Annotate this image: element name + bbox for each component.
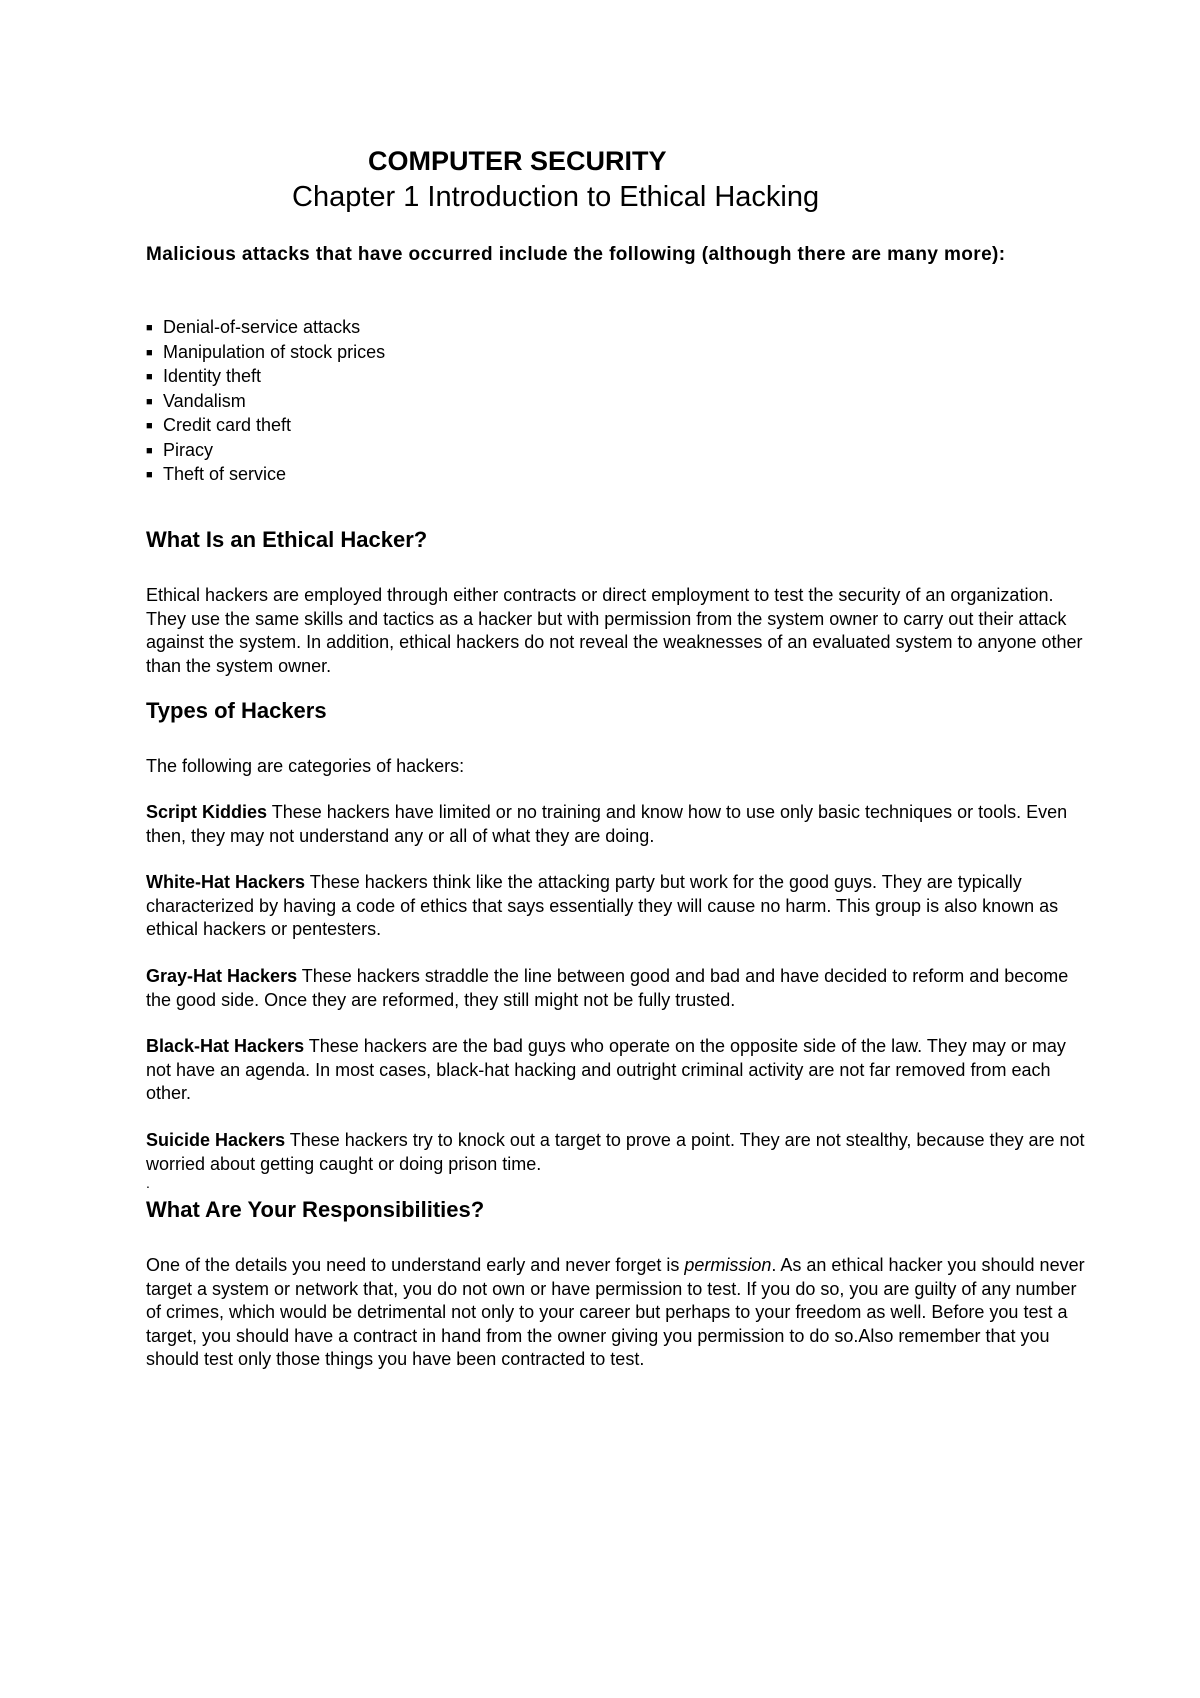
attacks-list xyxy=(146,316,385,488)
permission-emphasis: permission xyxy=(684,1255,772,1275)
stray-period: . xyxy=(146,1175,150,1191)
hacker-type-desc: These hackers have limited or no training and know how to use only basic techniques or tools. Even then, they may not understand any or all of what they are doing. xyxy=(146,802,1068,846)
list-item: ■ Denial-of-service attacks xyxy=(146,316,385,341)
hacker-type-name: White-Hat Hackers xyxy=(146,872,306,892)
responsibilities-text-start: One of the details you need to understand early and never forget is xyxy=(146,1255,685,1275)
hacker-type-name: Gray-Hat Hackers xyxy=(146,966,298,986)
list-item: ■ Theft of service xyxy=(146,463,385,488)
types-intro: The following are categories of hackers: xyxy=(146,756,465,776)
document-title: COMPUTER SECURITY xyxy=(368,146,667,176)
ethical-hacker-paragraph: Ethical hackers are employed through either contracts or direct employment to test the security of an organization. They use the same skills and tactics as a hacker but with permission from the system owner to carry out their attack against the system. In addition, ethical hackers do not reveal the weaknesses of an evaluated system to anyone other than the system owner. xyxy=(146,585,1083,676)
hacker-type-black-hat xyxy=(146,1035,1086,1106)
hacker-type-white-hat xyxy=(146,871,1086,942)
hacker-type-gray-hat xyxy=(146,965,1086,1012)
list-item: ■ Manipulation of stock prices xyxy=(146,341,385,366)
hacker-type-desc: These hackers think like the attacking party but work for the good guys. They are typically characterized by having a code of ethics that says essentially they will cause no harm. This group is also known as ethical hackers or pentesters. xyxy=(146,872,1059,939)
list-item: ■ Identity theft xyxy=(146,365,385,390)
hacker-type-name: Suicide Hackers xyxy=(146,1130,286,1150)
hacker-type-name: Script Kiddies xyxy=(146,802,268,822)
section-heading-responsibilities: What Are Your Responsibilities? xyxy=(146,1197,485,1222)
list-item: ■ Vandalism xyxy=(146,390,385,415)
section-heading-types: Types of Hackers xyxy=(146,698,327,723)
hacker-type-suicide xyxy=(146,1129,1086,1176)
responsibilities-paragraph xyxy=(146,1254,1086,1372)
hacker-type-desc: These hackers try to knock out a target to prove a point. They are not stealthy, because they are not worried about getting caught or doing prison time. xyxy=(146,1130,1085,1174)
list-item: ■ Credit card theft xyxy=(146,414,385,439)
list-item: ■ Piracy xyxy=(146,439,385,464)
document-subtitle: Chapter 1 Introduction to Ethical Hacking xyxy=(292,181,820,213)
hacker-type-desc: These hackers straddle the line between good and bad and have decided to reform and become the good side. Once they are reformed, they still might not be fully trusted. xyxy=(146,966,1069,1010)
responsibilities-text-end: . As an ethical hacker you should never target a system or network that, you do not own or have permission to test. If you do so, you are guilty of any number of crimes, which would be detrimental not only to your career but perhaps to your freedom as well. Before you test a target, you should have a contract in hand from the owner giving you permission to do so.Also remember that you should test only those things you have been contracted to test. xyxy=(146,1255,1085,1369)
hacker-type-script-kiddies xyxy=(146,801,1086,848)
attacks-intro: Malicious attacks that have occurred include the following (although there are many more): xyxy=(146,244,1006,265)
section-heading-ethical-hacker: What Is an Ethical Hacker? xyxy=(146,527,428,552)
hacker-type-desc: These hackers are the bad guys who operate on the opposite side of the law. They may or may not have an agenda. In most cases, black-hat hacking and outright criminal activity are not far removed from each other. xyxy=(146,1036,1066,1103)
hacker-type-name: Black-Hat Hackers xyxy=(146,1036,305,1056)
